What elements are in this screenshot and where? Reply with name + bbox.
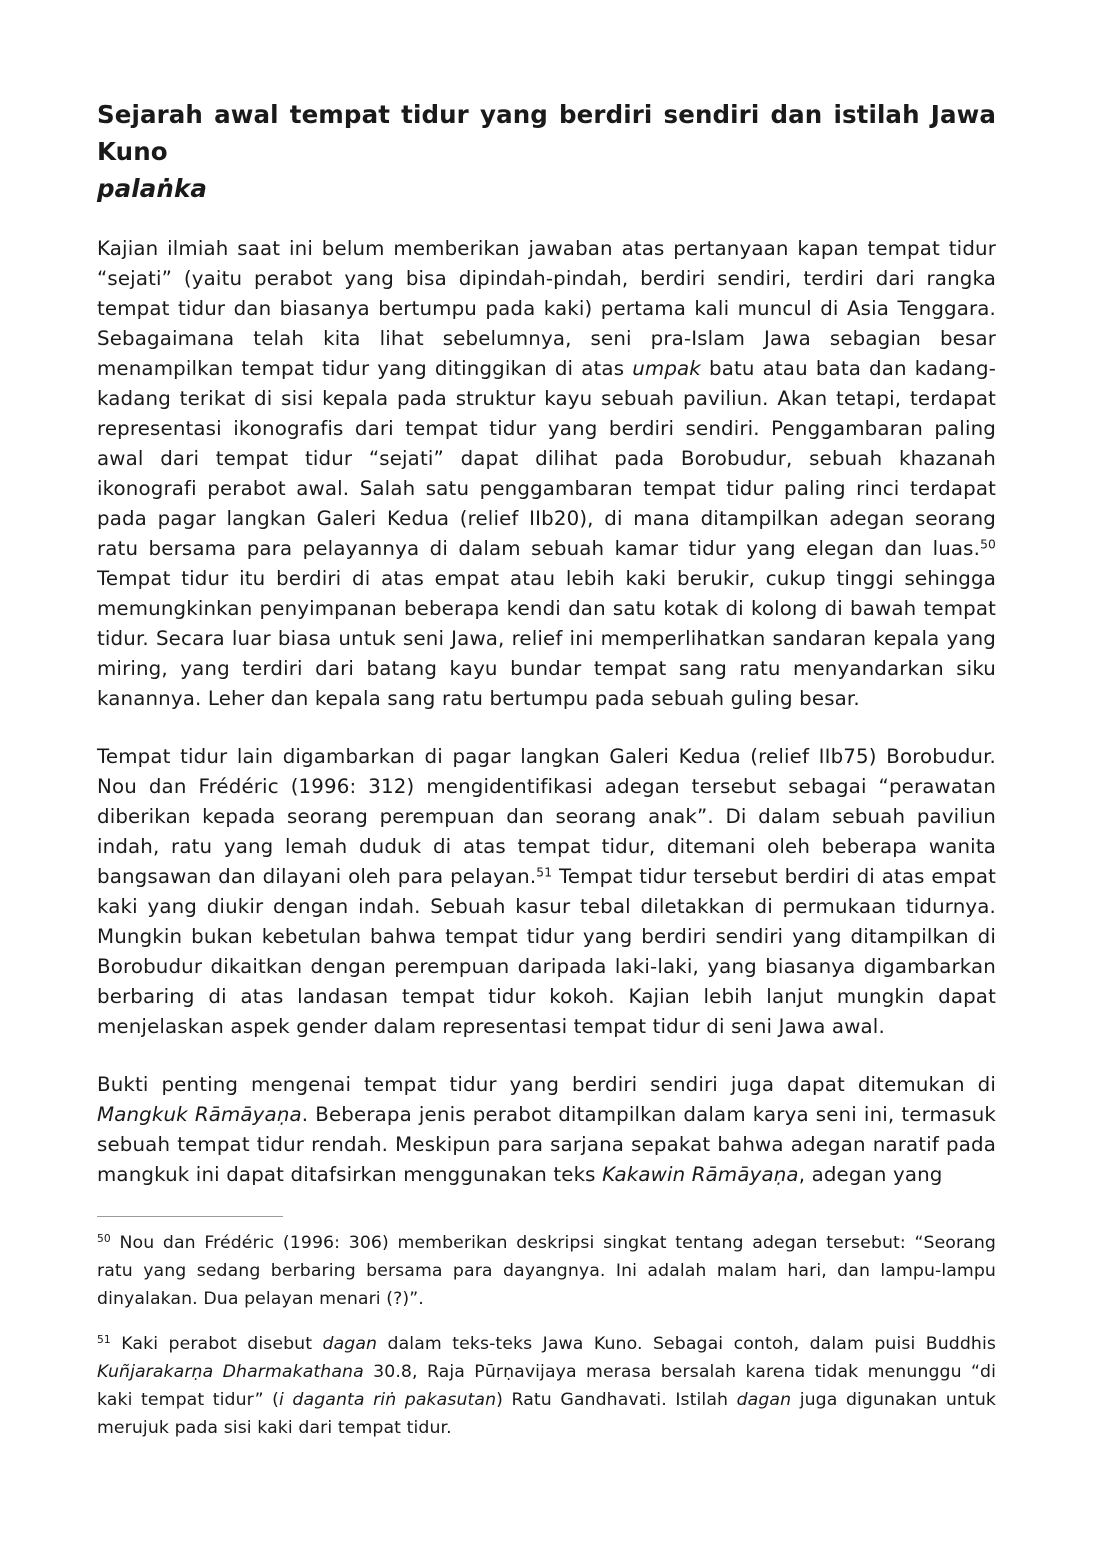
section-heading xyxy=(97,96,996,207)
paragraph-2-text-a: Tempat tidur lain digambarkan di pagar langkan Galeri Kedua (relief IIb75) Borobudur. Nou dan Frédéric (1996: 312) mengidentifikasi adegan tersebut sebagai “perawatan diberikan kepada seorang perempuan dan seorang anak”. Di dalam sebuah paviliun indah, ratu yang lemah duduk di atas tempat tidur, ditemani oleh beberapa wanita bangsawan dan dilayani oleh para pelayan. xyxy=(97,745,996,888)
footnote-50 xyxy=(97,1229,996,1313)
footnote-divider xyxy=(97,1216,283,1217)
paragraph-1-text-c: Tempat tidur itu berdiri di atas empat atau lebih kaki berukir, cukup tinggi sehingga memungkinkan penyimpanan beberapa kendi dan satu kotak di kolong di bawah tempat tidur. Secara luar biasa untuk seni Jawa, relief ini memperlihatkan sandaran kepala yang miring, yang terdiri dari batang kayu bundar tempat sang ratu menyandarkan siku kanannya. Leher dan kepala sang ratu bertumpu pada sebuah guling besar. xyxy=(97,567,996,710)
paragraph-1-text-a: Kajian ilmiah saat ini belum memberikan jawaban atas pertanyaan kapan tempat tidur “sejati” (yaitu perabot yang bisa dipindah-pindah, berdiri sendiri, terdiri dari rangka tempat tidur dan biasanya bertumpu pada kaki) pertama kali muncul di Asia Tenggara. Sebagaimana telah kita lihat sebelumnya, seni pra-Islam Jawa sebagian besar menampilkan tempat tidur yang ditinggikan di atas xyxy=(97,237,996,380)
document-page xyxy=(97,96,996,1442)
paragraph-3 xyxy=(97,1070,996,1190)
heading-term: palaṅka xyxy=(97,174,207,203)
footnote-51-text-d: ) Ratu Gandhavati. Istilah xyxy=(496,1390,737,1410)
term-dagan-2: dagan xyxy=(736,1390,792,1410)
footnote-50-text: Nou dan Frédéric (1996: 306) memberikan deskripsi singkat tentang adegan tersebut: “Seorang ratu yang sedang berbaring bersama para dayangnya. Ini adalah malam hari, dan lampu-lampu dinyalakan. Dua pelayan menari (?)”. xyxy=(97,1233,996,1309)
title-mangkuk-ramayana: Mangkuk Rāmāyaṇa xyxy=(97,1103,302,1126)
paragraph-2 xyxy=(97,742,996,1042)
footnote-ref-50[interactable]: 50 xyxy=(980,537,996,552)
footnote-51-text-c: 30.8, Raja Pūrṇavijaya merasa bersalah karena tidak menunggu “di kaki tempat tidur” ( xyxy=(97,1362,996,1410)
paragraph-3-text-c: , adegan yang xyxy=(798,1163,943,1186)
paragraph-3-text-b: . Beberapa jenis perabot ditampilkan dalam karya seni ini, termasuk sebuah tempat tidur rendah. Meskipun para sarjana sepakat bahwa adegan naratif pada mangkuk ini dapat ditafsirkan menggunakan teks xyxy=(97,1103,996,1186)
term-umpak: umpak xyxy=(632,357,701,380)
footnote-51-text-b: dalam teks-teks Jawa Kuno. Sebagai contoh, dalam puisi Buddhis xyxy=(377,1334,996,1354)
term-dagan: dagan xyxy=(322,1334,378,1354)
footnote-51 xyxy=(97,1330,996,1442)
footnote-51-text-e: juga digunakan untuk merujuk pada sisi kaki dari tempat tidur. xyxy=(97,1390,996,1438)
paragraph-1 xyxy=(97,234,996,714)
title-kakawin-ramayana: Kakawin Rāmāyaṇa xyxy=(602,1163,799,1186)
heading-title: Sejarah awal tempat tidur yang berdiri sendiri dan istilah Jawa Kuno xyxy=(97,100,996,166)
paragraph-3-text-a: Bukti penting mengenai tempat tidur yang berdiri sendiri juga dapat ditemukan di xyxy=(97,1073,996,1096)
footnote-number-51: 51 xyxy=(97,1333,111,1347)
footnote-51-text-a: Kaki perabot disebut xyxy=(110,1334,323,1354)
footnote-number-50: 50 xyxy=(97,1232,111,1246)
quote-daganta: i daganta riṅ pakasutan xyxy=(279,1390,497,1410)
paragraph-1-text-b: batu atau bata dan kadang-kadang terikat di sisi kepala pada struktur kayu sebuah paviliun. Akan tetapi, terdapat representasi ikonografis dari tempat tidur yang berdiri sendiri. Penggambaran paling awal dari tempat tidur “sejati” dapat dilihat pada Borobudur, sebuah khazanah ikonografi perabot awal. Salah satu penggambaran tempat tidur paling rinci terdapat pada pagar langkan Galeri Kedua (relief IIb20), di mana ditampilkan adegan seorang ratu bersama para pelayannya di dalam sebuah kamar tidur yang elegan dan luas. xyxy=(97,357,996,560)
paragraph-2-text-b: Tempat tidur tersebut berdiri di atas empat kaki yang diukir dengan indah. Sebuah kasur tebal diletakkan di permukaan tidurnya. Mungkin bukan kebetulan bahwa tempat tidur yang berdiri sendiri yang ditampilkan di Borobudur dikaitkan dengan perempuan daripada laki-laki, yang biasanya digambarkan berbaring di atas landasan tempat tidur kokoh. Kajian lebih lanjut mungkin dapat menjelaskan aspek gender dalam representasi tempat tidur di seni Jawa awal. xyxy=(97,865,996,1038)
title-kunjarakarna: Kuñjarakarṇa Dharmakathana xyxy=(97,1362,364,1382)
footnote-ref-51[interactable]: 51 xyxy=(536,865,553,880)
